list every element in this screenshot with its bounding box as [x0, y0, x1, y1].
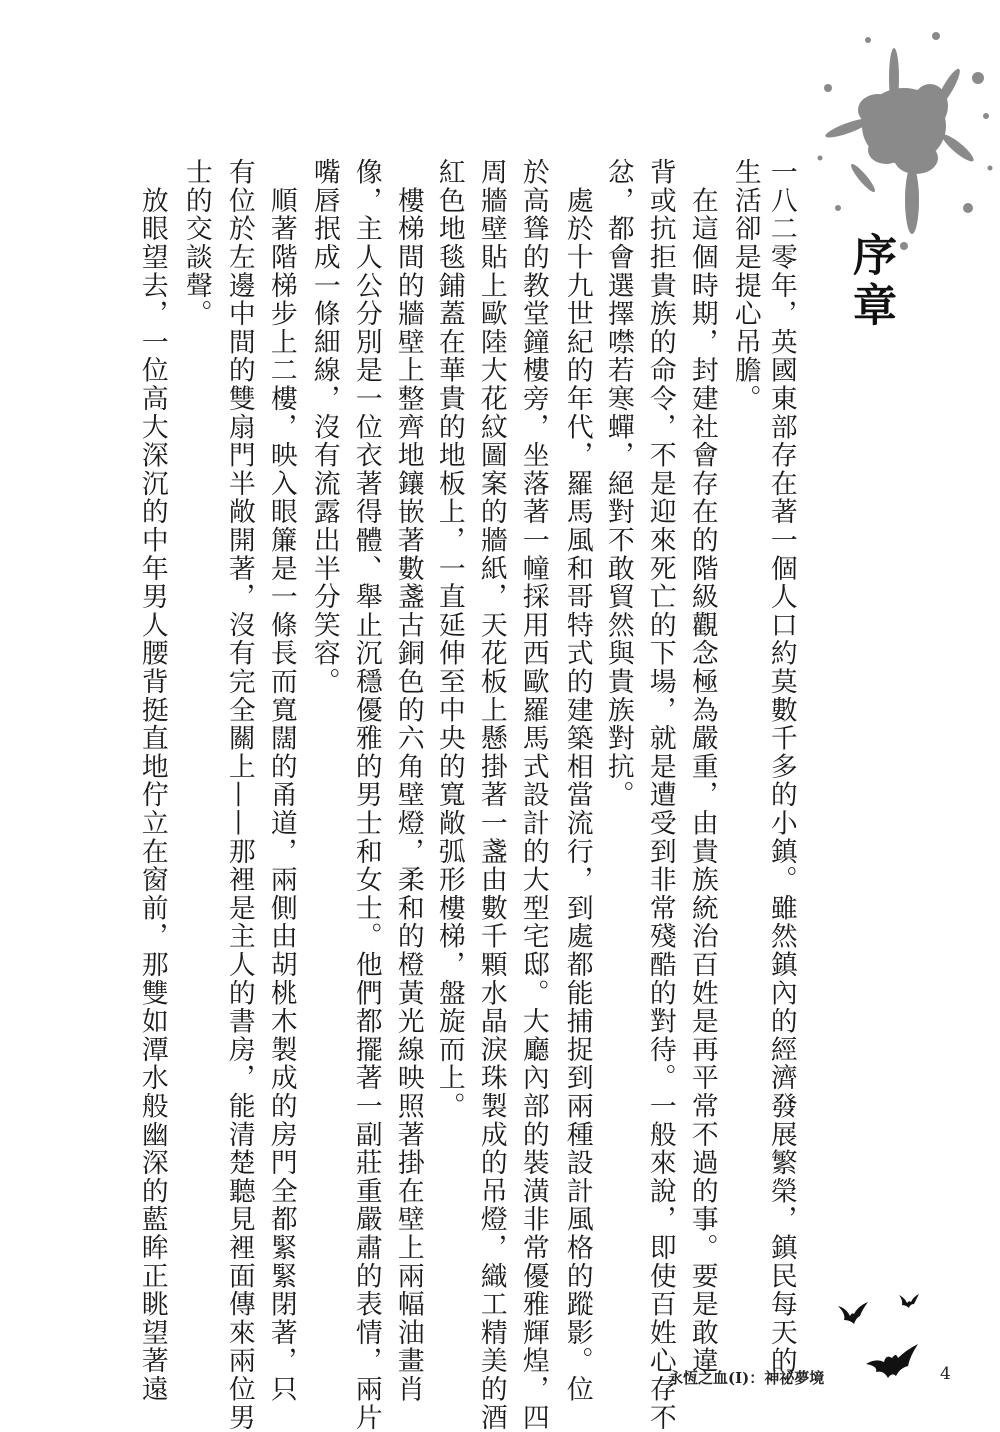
text-column-16: 放眼望去，一位高大深沉的中年男人腰背挺直地佇立在窗前，那雙如潭水般幽深的藍眸正眺望著遠	[136, 158, 168, 1404]
text-column-7: 於高聳的教堂鐘樓旁，坐落著一幢採用西歐羅馬式設計的大型宅邸。大廳內部的裝潢非常優雅輝煌，四	[517, 158, 549, 1432]
bat-icon	[836, 1300, 870, 1330]
bat-icon	[898, 1292, 920, 1310]
text-column-3: 在這個時期，封建社會存在的階級觀念極為嚴重，由貴族統治百姓是再平常不過的事。要是敢違	[686, 158, 718, 1375]
text-column-13: 順著階梯步上二樓，映入眼簾是一條長而寬闊的甬道，兩側由胡桃木製成的房門全都緊緊閉著，只	[265, 158, 297, 1404]
text-column-2: 生活卻是提心吊膽。	[729, 158, 761, 413]
text-column-4: 背或抗拒貴族的命令，不是迎來死亡的下場，就是遭受到非常殘酷的對待。一般來說，即使百姓心存不	[644, 158, 676, 1432]
text-column-10: 樓梯間的牆壁上整齊地鑲嵌著數盞古銅色的六角壁燈，柔和的橙黃光線映照著掛在壁上兩幅油畫肖	[392, 158, 424, 1404]
page-number: 4	[940, 1364, 951, 1384]
text-column-14: 有位於左邊中間的雙扇門半敞開著，沒有完全關上——那裡是主人的書房，能清楚聽見裡面傳來兩位男	[223, 158, 255, 1432]
running-footer-book-title: 永恆之血(I)：神祕夢境	[668, 1369, 825, 1387]
ink-splash-decoration	[808, 18, 998, 258]
text-column-15: 士的交談聲。	[180, 158, 212, 328]
chapter-title: 序章	[845, 232, 896, 332]
text-column-9: 紅色地毯鋪蓋在華貴的地板上，一直延伸至中央的寬敞弧形樓梯，盤旋而上。	[433, 158, 465, 1121]
text-column-11: 像，主人公分別是一位衣著得體、舉止沉穩優雅的男士和女士。他們都擺著一副莊重嚴肅的表情，兩片	[350, 158, 382, 1432]
text-column-6: 處於十九世紀的年代，羅馬風和哥特式的建築相當流行，到處都能捕捉到兩種設計風格的蹤影。位	[561, 158, 593, 1404]
text-column-1: 一八二零年，英國東部存在著一個人口約莫數千多的小鎮。雖然鎮內的經濟發展繁榮，鎮民每天的	[765, 158, 797, 1375]
text-column-12: 嘴唇抿成一條細線，沒有流露出半分笑容。	[308, 158, 340, 696]
text-column-8: 周牆壁貼上歐陸大花紋圖案的牆紙，天花板上懸掛著一盞由數千顆水晶淚珠製成的吊燈，織工精美的酒	[475, 158, 507, 1432]
text-column-5: 忿，都會選擇噤若寒蟬，絕對不敢貿然與貴族對抗。	[602, 158, 634, 809]
bat-icon	[864, 1340, 920, 1386]
